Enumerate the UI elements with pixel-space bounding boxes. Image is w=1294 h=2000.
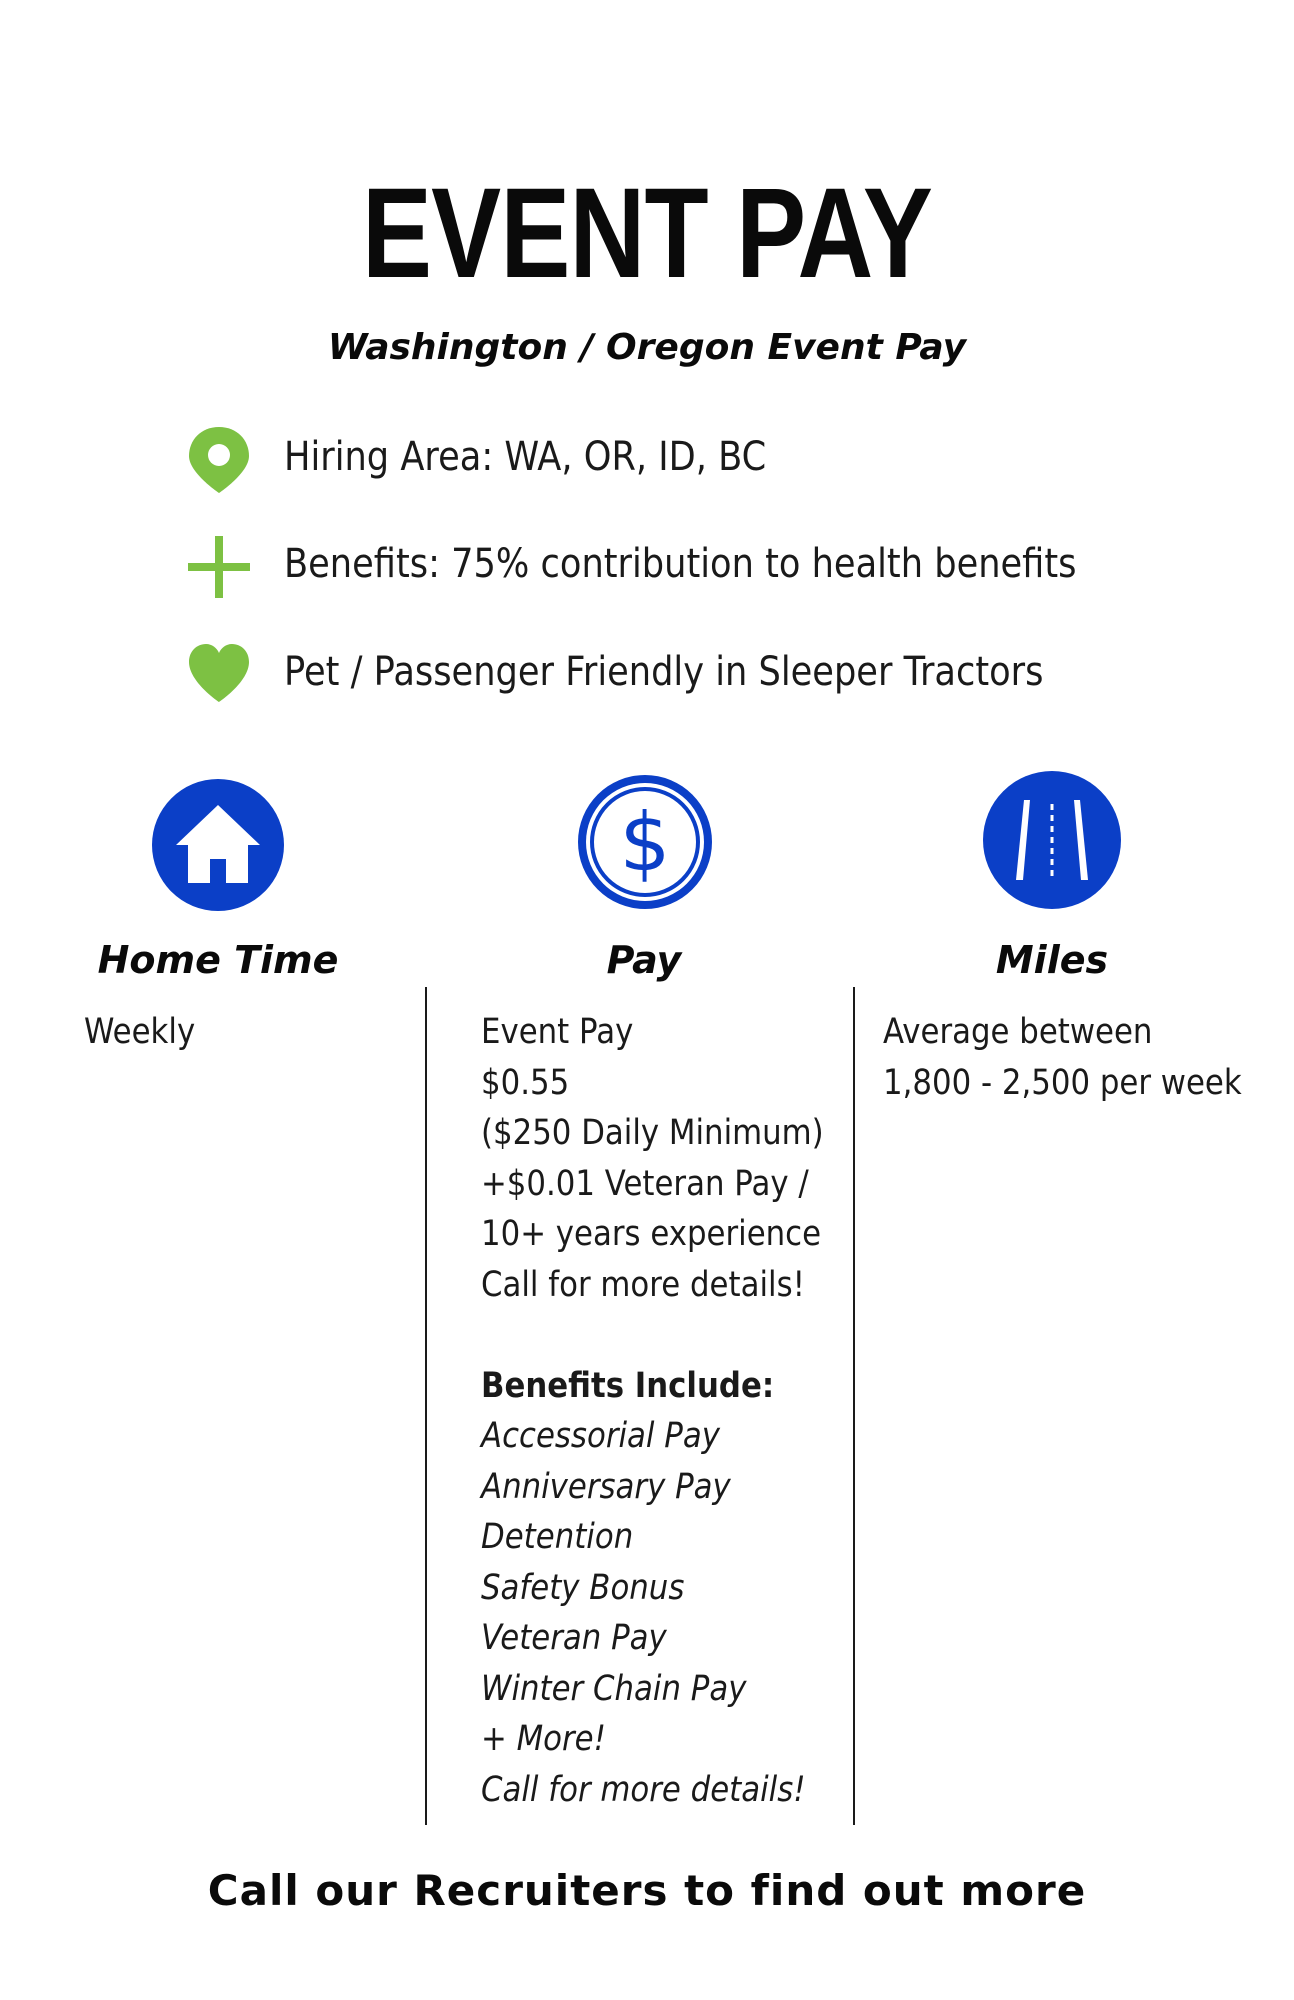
home-time-value: Weekly <box>84 1012 196 1052</box>
feature-text: Hiring Area: WA, OR, ID, BC <box>284 434 767 480</box>
benefit-item: Anniversary Pay <box>481 1466 731 1507</box>
pay-line: ($250 Daily Minimum) <box>481 1113 824 1153</box>
benefits-heading: Benefits Include: <box>481 1365 775 1406</box>
feature-text: Pet / Passenger Friendly in Sleeper Tractors <box>284 649 1044 695</box>
pay-line: Event Pay <box>481 1012 634 1052</box>
feature-text: Benefits: 75% contribution to health benefits <box>284 541 1077 587</box>
pay-details <box>481 1007 824 1815</box>
column-heading-miles: Miles <box>995 938 1109 982</box>
benefit-item: + More! <box>481 1719 606 1759</box>
benefit-item: Safety Bonus <box>481 1567 685 1608</box>
feature-row-benefits <box>186 532 1186 612</box>
column-heading-pay: Pay <box>606 938 682 982</box>
house-icon <box>148 775 288 915</box>
miles-line: Average between <box>883 1012 1153 1052</box>
svg-text:$: $ <box>619 796 671 889</box>
footer-call-to-action: Call our Recruiters to find out more <box>207 1866 1087 1915</box>
page-title: EVENT PAY <box>361 162 933 305</box>
pay-line: 10+ years experience <box>481 1214 822 1254</box>
column-divider <box>853 987 855 1825</box>
heart-icon <box>186 640 252 710</box>
dollar-coin-icon <box>575 772 715 912</box>
spacer <box>481 1310 824 1361</box>
benefit-item: Detention <box>481 1517 634 1557</box>
pay-line: Call for more details! <box>481 1264 805 1305</box>
pay-line: $0.55 <box>481 1062 570 1103</box>
page-subtitle: Washington / Oregon Event Pay <box>327 327 967 368</box>
column-divider <box>425 987 427 1825</box>
miles-line: 1,800 - 2,500 per week <box>883 1062 1242 1103</box>
miles-details <box>883 1007 1242 1108</box>
benefit-item: Accessorial Pay <box>481 1416 720 1456</box>
feature-row-hiring-area <box>186 425 1186 505</box>
benefit-item: Call for more details! <box>481 1769 806 1810</box>
location-pin-icon <box>186 425 252 495</box>
column-heading-home-time: Home Time <box>97 938 339 982</box>
plus-icon <box>186 532 252 602</box>
road-icon <box>982 770 1122 910</box>
home-time-details <box>84 1007 195 1058</box>
pay-line: +$0.01 Veteran Pay / <box>481 1163 809 1204</box>
feature-row-pet-friendly <box>186 640 1186 720</box>
benefit-item: Veteran Pay <box>481 1618 667 1658</box>
benefit-item: Winter Chain Pay <box>481 1668 747 1709</box>
